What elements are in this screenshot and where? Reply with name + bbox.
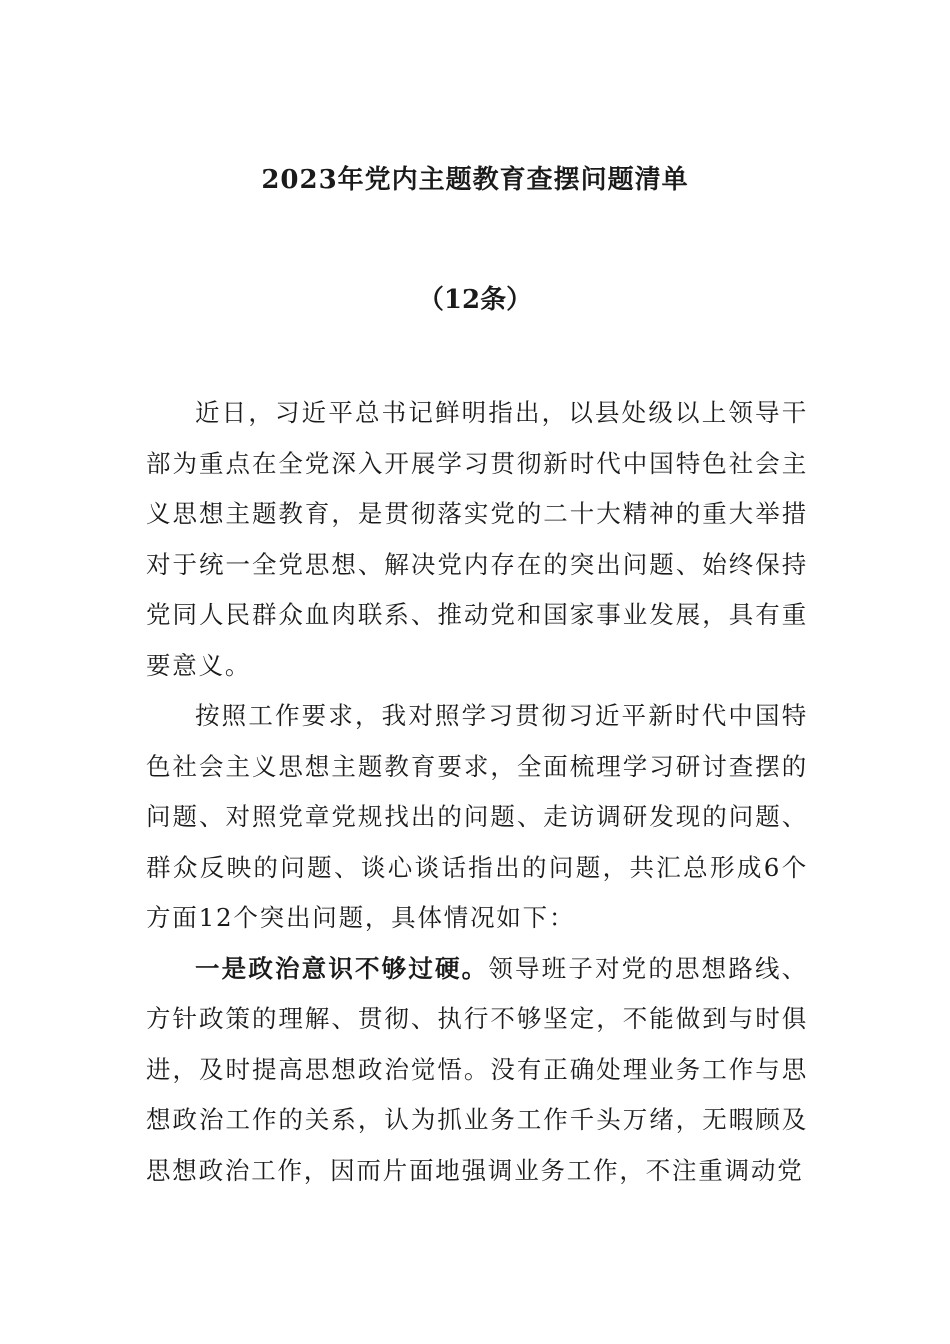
issue-1-heading: 一是政治意识不够过硬。 <box>195 953 489 983</box>
paragraph-intro: 近日，习近平总书记鲜明指出，以县处级以上领导干部为重点在全党深入开展学习贯彻新时代中国特色社会主义思想主题教育，是贯彻落实党的二十大精神的重大举措对于统一全党思想、解决党内存在的突出问题、始终保持党同人民群众血肉联系、推动党和国家事业发展，具有重要意义。 <box>146 398 808 680</box>
document-subtitle: （12条） <box>417 285 533 315</box>
paragraph-issue-1 <box>146 944 808 1197</box>
document-body <box>146 388 808 1196</box>
paragraph-requirements: 按照工作要求，我对照学习贯彻习近平新时代中国特色社会主义思想主题教育要求，全面梳理学习研讨查摆的问题、对照党章党规找出的问题、走访调研发现的问题、群众反映的问题、谈心谈话指出的问题，共汇总形成6个方面12个突出问题，具体情况如下： <box>146 701 808 932</box>
document-title: 2023年党内主题教育查摆问题清单 <box>261 165 689 195</box>
issue-1-text: 领导班子对党的思想路线、方针政策的理解、贯彻、执行不够坚定，不能做到与时俱进，及时提高思想政治觉悟。没有正确处理业务工作与思想政治工作的关系，认为抓业务工作千头万绪，无暇顾及思想政治工作，因而片面地强调业务工作，不注重调动党 <box>146 953 808 1185</box>
